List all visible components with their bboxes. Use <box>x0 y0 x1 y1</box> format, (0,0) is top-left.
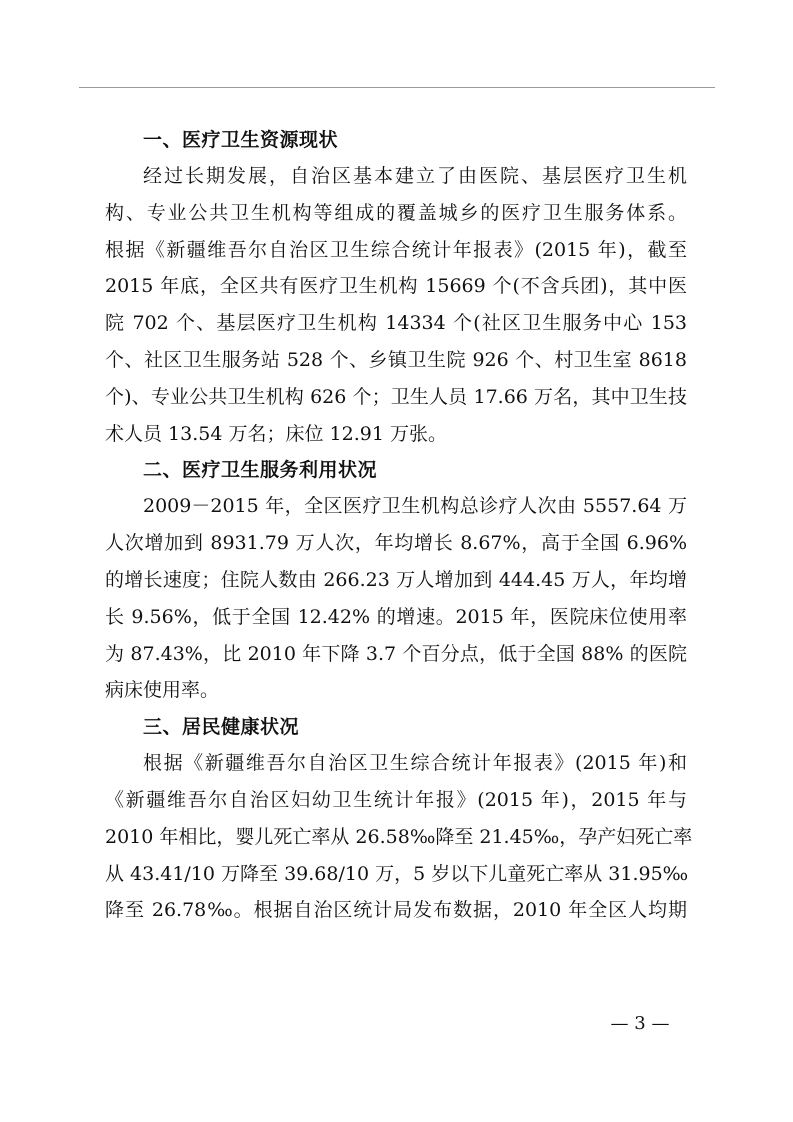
section-paragraph-health-status <box>105 745 693 929</box>
section-paragraph-service-utilization <box>105 488 687 709</box>
paragraph-line: 从 43.41/10 万降至 39.68/10 万，5 岁以下儿童死亡率从 31.95‰ <box>105 862 689 885</box>
paragraph-line: 构、专业公共卫生机构等组成的覆盖城乡的医疗卫生服务体系。 <box>105 201 687 224</box>
paragraph-line: 个、社区卫生服务站 528 个、乡镇卫生院 926 个、村卫生室 8618 <box>105 348 687 371</box>
paragraph-line: 经过长期发展，自治区基本建立了由医院、基层医疗卫生机 <box>143 165 687 187</box>
paragraph-line: 2010 年相比，婴儿死亡率从 26.58‰降至 21.45‰，孕产妇死亡率 <box>105 825 693 848</box>
paragraph-line: 为 87.43%，比 2010 年下降 3.7 个百分点，低于全国 88% 的医院 <box>105 642 687 665</box>
paragraph-line: 病床使用率。 <box>105 679 220 702</box>
section-paragraph-resources <box>105 158 687 452</box>
paragraph-line: 2009－2015 年，全区医疗卫生机构总诊疗人次由 5557.64 万 <box>143 495 687 518</box>
paragraph-line: 降至 26.78‰。根据自治区统计局发布数据，2010 年全区人均期 <box>105 899 687 922</box>
section-heading-service-utilization: 二、医疗卫生服务利用状况 <box>143 459 378 482</box>
paragraph-line: 人次增加到 8931.79 万人次，年均增长 8.67%，高于全国 6.96% <box>105 532 687 555</box>
section-heading-resources: 一、医疗卫生资源现状 <box>143 129 339 151</box>
paragraph-line: 根据《新疆维吾尔自治区卫生综合统计年报表》(2015 年)，截至 <box>105 238 687 261</box>
paragraph-line: 长 9.56%，低于全国 12.42% 的增速。2015 年，医院床位使用率 <box>105 605 687 628</box>
paragraph-line: 根据《新疆维吾尔自治区卫生综合统计年报表》(2015 年)和 <box>143 752 687 775</box>
paragraph-line: 2015 年底，全区共有医疗卫生机构 15669 个(不含兵团)，其中医 <box>105 275 687 298</box>
paragraph-line: 术人员 13.54 万名；床位 12.91 万张。 <box>105 422 447 445</box>
paragraph-line: 《新疆维吾尔自治区妇幼卫生统计年报》(2015 年)，2015 年与 <box>105 788 687 811</box>
paragraph-line: 的增长速度；住院人数由 266.23 万人增加到 444.45 万人，年均增 <box>105 568 687 591</box>
section-heading-health-status: 三、居民健康状况 <box>143 716 300 739</box>
paragraph-line: 院 702 个、基层医疗卫生机构 14334 个(社区卫生服务中心 153 <box>105 312 687 335</box>
page-number: — 3 — <box>610 1013 670 1034</box>
document-body <box>105 122 693 929</box>
header-rule <box>79 87 715 88</box>
paragraph-line: 个)、专业公共卫生机构 626 个；卫生人员 17.66 万名，其中卫生技 <box>105 385 687 408</box>
